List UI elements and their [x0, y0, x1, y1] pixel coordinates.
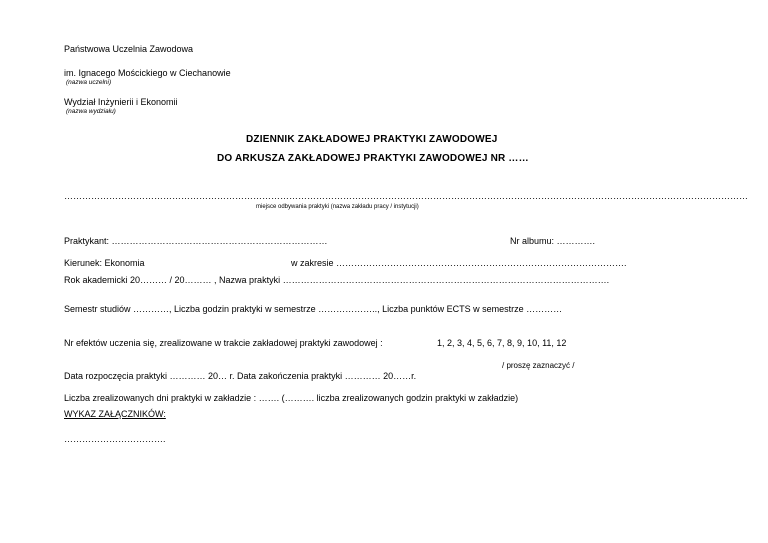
album-number-field: Nr albumu: …………. — [510, 236, 596, 246]
learning-effects-note: / proszę zaznaczyć / — [502, 361, 575, 370]
document-title-line1: DZIENNIK ZAKŁADOWEJ PRAKTYKI ZAWODOWEJ — [246, 134, 498, 145]
faculty-name: Wydział Inżynierii i Ekonomii — [64, 97, 178, 107]
university-name: Państwowa Uczelnia Zawodowa — [64, 44, 194, 54]
field-of-study: Kierunek: Ekonomia — [64, 258, 145, 268]
trainee-field: Praktykant: ……………………………………………………………… — [64, 236, 328, 246]
university-full-name: im. Ignacego Mościckiego w Ciechanowie — [64, 68, 231, 78]
scope-field: w zakresie ……………………………………………………………………………………. — [291, 258, 627, 268]
university-caption: (nazwa uczelni) — [66, 79, 112, 86]
place-dots: ………………………………………………………………………………………………………………………………………………………………………………………………………… — [64, 191, 748, 201]
semester-field: Semestr studiów …………, Liczba godzin praktyki w semestrze ……………….., Liczba punktów ECTS w semestrze ………… — [64, 304, 563, 314]
dates-field: Data rozpoczęcia praktyki ………… 20… r. Data zakończenia praktyki ………… 20……r. — [64, 371, 417, 381]
faculty-caption: (nazwa wydziału) — [66, 108, 116, 115]
academic-year-field: Rok akademicki 20……… / 20……… , Nazwa praktyki ………………………………………………………………………………………………. — [64, 275, 610, 285]
attachments-title: WYKAZ ZAŁĄCZNIKÓW: — [64, 409, 166, 419]
place-caption: miejsce odbywania praktyki (nazwa zakładu pracy / instytucji) — [256, 204, 419, 210]
attachments-dots: ……………………………. — [64, 434, 166, 444]
document-title-line2: DO ARKUSZA ZAKŁADOWEJ PRAKTYKI ZAWODOWEJ NR …… — [217, 153, 529, 164]
learning-effects-label: Nr efektów uczenia się, zrealizowane w trakcie zakładowej praktyki zawodowej : — [64, 338, 383, 348]
days-field: Liczba zrealizowanych dni praktyki w zakładzie : ……. (………. liczba zrealizowanych godzin praktyki w zakładzie) — [64, 393, 519, 403]
learning-effects-numbers: 1, 2, 3, 4, 5, 6, 7, 8, 9, 10, 11, 12 — [437, 338, 567, 348]
